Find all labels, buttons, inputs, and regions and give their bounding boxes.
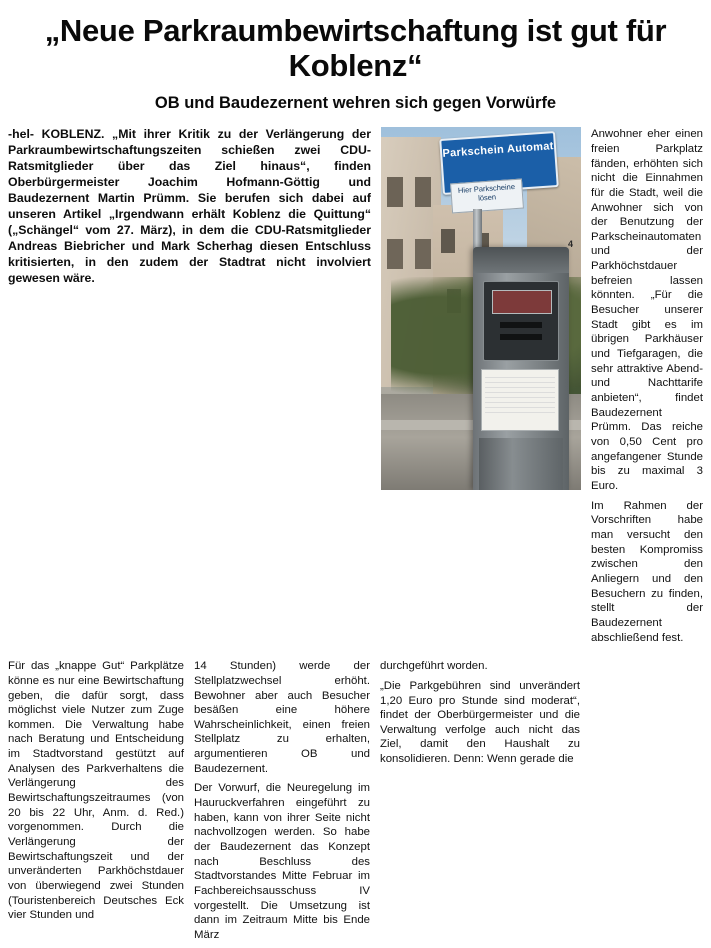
column-3	[380, 659, 580, 947]
parking-meter-photo	[381, 127, 581, 490]
meter-number: 4	[567, 239, 573, 250]
article-body	[8, 127, 703, 947]
column-1	[8, 659, 184, 947]
lead-paragraph-column	[8, 127, 371, 650]
article-subhead: OB und Baudezernent wehren sich gegen Vorwürfe	[154, 94, 557, 113]
lead-paragraph: -hel- KOBLENZ. „Mit ihrer Kritik zu der Verlängerung der Parkraumbewirtschaftungszeiten schießen zwei CDU-Ratsmitglieder über das Ziel hinaus“, finden Oberbürgermeister Joachim Hofmann-Göttig und Baudezernent Martin Prümm. Sie berufen sich dabei auf unseren Artikel „Irgendwann erhält Koblenz die Quittung“ („Schängel“ vom 27. März), in dem die CDU-Ratsmitglieder Andreas Biebricher und Mark Scherhag diesen Entschluss kritisierten, in den zudem der Stadtrat nicht involviert gewesen wäre.	[8, 127, 371, 286]
coin-slot	[500, 322, 542, 328]
paragraph: Für das „knappe Gut“ Parkplätze könne es nur eine Bewirtschaftung geben, die dafür sorgt, dass möglichst viele Nutzer zum Zuge kommen. Die Verwaltung habe nach Beratung und Entscheidung im Stadtvorstand gestützt auf Analysen des Parkverhaltens die Verlängerung des Bewirtschaftungszeitraumes (von 20 bis 22 Uhr, Anm. d. Red.) vorgenommen. Durch die Verlängerung der Bewirtschaftungszeit und der unveränderten Parkhöchstdauer von überwiegend zwei Stunden (Touristenbereich Deutsches Eck vier Stunden und	[8, 660, 184, 922]
machine-display	[492, 290, 552, 314]
parking-sign-label: Parkschein Automat	[442, 140, 555, 161]
photo-column	[381, 127, 581, 650]
paragraph: „Die Parkgebühren sind unverändert 1,20 Euro pro Stunde sind moderat“, findet der Oberbürgermeister und die Verwaltung verfolge auch nicht das Ziel, damit den Haushalt zu konsolidieren. Denn: Wenn gerade die	[380, 679, 580, 766]
column-4-upper	[591, 127, 703, 650]
machine-top	[473, 247, 569, 273]
newspaper-article-page	[0, 13, 711, 942]
paragraph: Der Vorwurf, die Neuregelung im Hauruckverfahren eingeführt zu haben, kann von ihrer Seite nicht nachvollzogen werden. So habe der Baudezernent das Konzept nach Beschluss des Stadtvorstandes Mitte Februar im Fachbereichsausschuss IV vorgestellt. Die Umsetzung ist dann im Zeitraum Mitte bis Ende März	[194, 782, 370, 942]
column-2	[194, 659, 370, 947]
paragraph: 14 Stunden) werde der Stellplatzwechsel erhöht. Bewohner aber auch Besucher besäßen eine höhere Wahrscheinlichkeit, einen freien Stellplatz zu erhalten, argumentieren OB und Baudezernent.	[194, 660, 370, 775]
parking-sign-secondary: Hier Parkscheine lösen	[450, 179, 524, 214]
paragraph: Im Rahmen der Vorschriften habe man versucht den besten Kompromiss zwischen den Anliegern und den Besuchern zu finden, stellt der Baudezernent abschließend fest.	[591, 499, 703, 644]
machine-base	[479, 438, 563, 490]
ticket-machine	[473, 247, 569, 490]
paragraph: durchgeführt worden.	[380, 660, 488, 673]
machine-control-panel	[483, 281, 559, 361]
lower-columns-row	[8, 659, 703, 947]
machine-tariff-label	[481, 369, 559, 431]
page-title: „Neue Parkraumbewirtschaftung ist gut für Koblenz“	[44, 13, 667, 83]
paragraph: Anwohner eher einen freien Parkplatz fänden, erhöhten sich nicht die Einnahmen für die Stadt, weil die Anwohner sich von der Benutzung der Parkscheinautomaten und der Parkhöchstdauer befreien lassen könnten. „Für die Besucher unserer Stadt gibt es im übrigen Parkhäuser und Tiefgaragen, die sehr attraktive Abend- und Nachttarife anbieten“, findet Baudezernent Prümm. Das reiche von 0,50 Cent pro angefangener Stunde bis zu maximal 3 Euro.	[591, 128, 703, 492]
lead-row	[8, 127, 703, 650]
column-4-spacer	[590, 659, 702, 947]
